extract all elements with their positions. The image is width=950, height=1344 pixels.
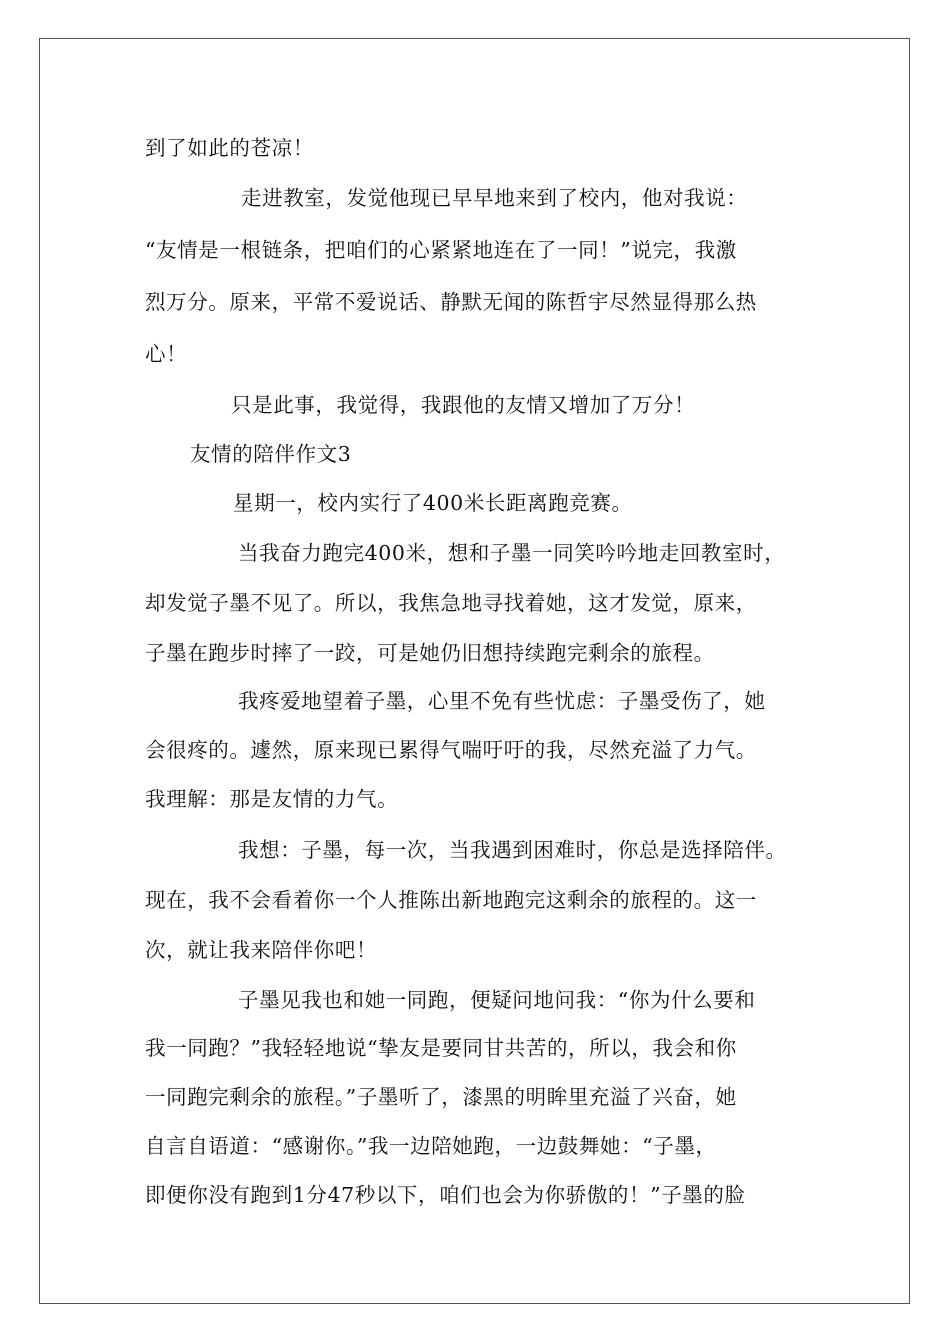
text-line: 我一同跑？”我轻轻地说“挚友是要同甘共苦的，所以，我会和你 — [145, 1036, 737, 1060]
text-line: 即便你没有跑到1分47秒以下，咱们也会为你骄傲的！”子墨的脸 — [145, 1183, 746, 1207]
text-line: 次，就让我来陪伴你吧！ — [145, 938, 378, 962]
text-line: 烈万分。原来，平常不爱说话、静默无闻的陈哲宇尽然显得那么热 — [145, 290, 757, 314]
text-line: 当我奋力跑完400米，想和子墨一同笑吟吟地走回教室时， — [238, 541, 786, 565]
section-heading: 友情的陪伴作文3 — [190, 442, 352, 466]
text-line: 走进教室，发觉他现已早早地来到了校内，他对我说： — [241, 186, 748, 210]
text-line: 我理解：那是友情的力气。 — [145, 787, 399, 811]
text-line: 星期一，校内实行了400米长距离跑竞赛。 — [233, 491, 633, 515]
text-line: “友情是一根链条，把咱们的心紧紧地连在了一同！”说完，我激 — [145, 238, 737, 262]
text-line: 到了如此的苍凉！ — [145, 136, 314, 160]
text-line: 子墨在跑步时摔了一跤，可是她仍旧想持续跑完剩余的旅程。 — [145, 641, 715, 665]
text-line: 我想：子墨，每一次，当我遇到困难时，你总是选择陪伴。 — [238, 838, 787, 862]
text-line: 现在，我不会看着你一个人推陈出新地跑完这剩余的旅程的。这一 — [145, 888, 757, 912]
text-line: 一同跑完剩余的旅程。”子墨听了，漆黑的明眸里充溢了兴奋，她 — [145, 1085, 737, 1109]
text-line: 会很疼的。遽然，原来现已累得气喘吁吁的我，尽然充溢了力气。 — [145, 738, 757, 762]
text-line: 子墨见我也和她一同跑，便疑问地问我：“你为什么要和 — [238, 988, 756, 1012]
text-line: 却发觉子墨不见了。所以，我焦急地寻找着她，这才发觉，原来， — [145, 591, 757, 615]
text-line: 自言自语道：“感谢你。”我一边陪她跑，一边鼓舞她：“子墨， — [145, 1134, 717, 1158]
text-line: 我疼爱地望着子墨，心里不免有些忧虑：子墨受伤了，她 — [238, 689, 766, 713]
text-line: 心！ — [145, 342, 188, 366]
text-line: 只是此事，我觉得，我跟他的友情又增加了万分！ — [231, 393, 696, 417]
